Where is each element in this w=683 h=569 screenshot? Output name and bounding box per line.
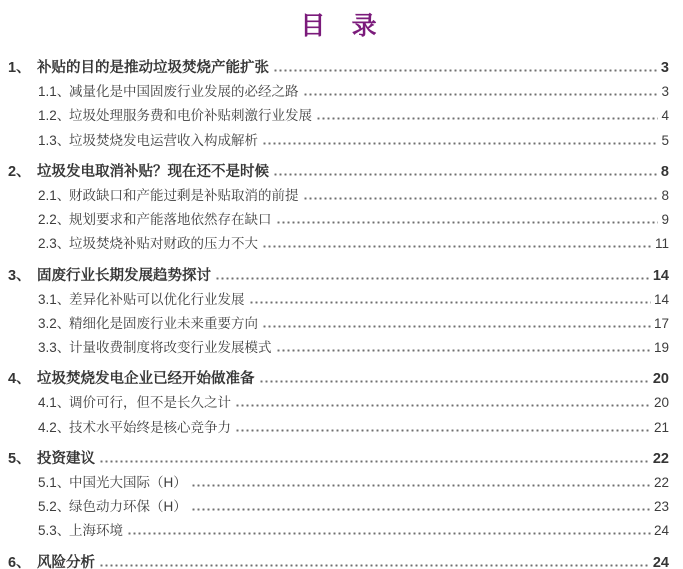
dot-leader [303, 188, 659, 200]
toc-entry-page: 24 [653, 523, 669, 539]
toc-entry[interactable] [8, 160, 669, 184]
toc-entry[interactable] [8, 208, 669, 232]
toc-entry-page: 8 [660, 163, 669, 180]
toc-entry-label: 垃圾焚烧补贴对财政的压力不大 [69, 236, 258, 252]
toc-entry[interactable] [8, 184, 669, 208]
dot-leader [235, 395, 651, 407]
toc-entry-label: 垃圾处理服务费和电价补贴刺激行业发展 [69, 108, 312, 124]
toc-entry-page: 14 [652, 267, 669, 284]
toc-entry-number: 3、 [8, 267, 31, 284]
toc-entry-number: 1.1、 [38, 84, 71, 100]
dot-leader [249, 292, 651, 304]
toc-entry[interactable] [8, 391, 669, 415]
toc-entry-number: 5、 [8, 450, 31, 467]
toc-entry-page: 21 [653, 419, 669, 435]
toc-entry-label: 垃圾发电取消补贴？现在还不是时候 [37, 163, 269, 180]
toc-entry-number: 2.3、 [38, 236, 71, 252]
dot-leader [215, 268, 650, 280]
toc-entry-page: 9 [661, 212, 669, 228]
toc-entry-page: 20 [653, 395, 669, 411]
toc-entry[interactable] [8, 312, 669, 336]
toc-entry-label: 精细化是固废行业未来重要方向 [69, 315, 258, 331]
toc-entry-page: 3 [660, 60, 669, 76]
toc-entry-page: 8 [661, 187, 669, 203]
toc-entry[interactable] [8, 56, 669, 80]
dot-leader [191, 499, 651, 511]
toc-entry[interactable] [8, 367, 669, 391]
dot-leader [99, 451, 650, 463]
toc-entry-label: 减量化是中国固废行业发展的必经之路 [69, 84, 299, 100]
dot-leader [262, 133, 658, 145]
page-title: 目 录 [300, 13, 387, 40]
dot-leader [316, 108, 658, 120]
toc-entry[interactable] [8, 495, 669, 519]
dot-leader [303, 84, 659, 96]
toc-entry[interactable] [8, 447, 669, 471]
toc-entry[interactable] [8, 264, 669, 288]
toc-entry[interactable] [8, 288, 669, 312]
dot-leader [235, 420, 651, 432]
toc-entry[interactable] [8, 336, 669, 360]
toc-entry-label: 上海环境 [69, 523, 123, 539]
dot-leader [99, 555, 650, 567]
toc-entry-label: 计量收费制度将改变行业发展模式 [69, 340, 272, 356]
dot-leader [127, 523, 651, 535]
toc-entry-number: 1.2、 [38, 108, 71, 124]
toc-entry-page: 24 [652, 554, 669, 569]
toc-list [8, 56, 669, 569]
toc-entry-label: 财政缺口和产能过剩是补贴取消的前提 [69, 187, 299, 203]
dot-leader [191, 475, 651, 487]
toc-entry-number: 4.1、 [38, 395, 71, 411]
toc-entry[interactable] [8, 129, 669, 153]
toc-entry-label: 规划要求和产能落地依然存在缺口 [69, 212, 272, 228]
toc-entry-page: 5 [661, 132, 669, 148]
toc-entry-label: 绿色动力环保（H） [69, 499, 187, 515]
toc-entry-page: 3 [661, 84, 669, 100]
toc-entry-number: 1.3、 [38, 132, 71, 148]
toc-entry[interactable] [8, 416, 669, 440]
toc-entry-label: 投资建议 [37, 450, 95, 467]
toc-entry-page: 17 [653, 315, 669, 331]
toc-entry-label: 垃圾焚烧发电企业已经开始做准备 [37, 371, 255, 388]
toc-entry[interactable] [8, 80, 669, 104]
toc-entry-page: 4 [661, 108, 669, 124]
dot-leader [276, 212, 659, 224]
toc-entry-number: 5.1、 [38, 475, 71, 490]
toc-entry-number: 6、 [8, 554, 31, 569]
toc-entry-number: 1、 [8, 60, 31, 76]
toc-entry-number: 3.1、 [38, 291, 71, 307]
toc-entry-label: 技术水平始终是核心竞争力 [69, 419, 231, 435]
toc-entry-label: 固废行业长期发展趋势探讨 [37, 267, 211, 284]
toc-entry-number: 2、 [8, 163, 31, 180]
dot-leader [262, 316, 651, 328]
toc-entry[interactable] [8, 232, 669, 256]
toc-entry-page: 22 [652, 450, 669, 467]
toc-entry-label: 垃圾焚烧发电运营收入构成解析 [69, 132, 258, 148]
toc-entry-label: 差异化补贴可以优化行业发展 [69, 291, 245, 307]
toc-entry-page: 23 [653, 499, 669, 515]
toc-entry[interactable] [8, 104, 669, 128]
toc-entry-number: 3.3、 [38, 340, 71, 356]
toc-entry-page: 20 [652, 371, 669, 388]
toc-entry-number: 4、 [8, 371, 31, 388]
toc-entry-number: 2.1、 [38, 187, 71, 203]
toc-entry-label: 中国光大国际（H） [69, 475, 187, 490]
toc-entry[interactable] [8, 551, 669, 569]
toc-entry-page: 11 [654, 236, 669, 252]
toc-entry-label: 调价可行，但不是长久之计 [69, 395, 231, 411]
dot-leader [276, 340, 651, 352]
toc-entry-page: 14 [653, 291, 669, 307]
toc-entry-number: 3.2、 [38, 315, 71, 331]
toc-entry-number: 2.2、 [38, 212, 71, 228]
toc-entry-page: 19 [653, 340, 669, 356]
dot-leader [262, 236, 652, 248]
toc-entry-number: 5.2、 [38, 499, 71, 515]
dot-leader [273, 164, 658, 176]
toc-entry[interactable] [8, 471, 669, 495]
dot-leader [273, 60, 658, 72]
toc-entry-number: 5.3、 [38, 523, 71, 539]
toc-entry-label: 补贴的目的是推动垃圾焚烧产能扩张 [37, 60, 269, 76]
toc-entry-page: 22 [653, 475, 669, 490]
toc-entry-number: 4.2、 [38, 419, 71, 435]
toc-entry[interactable] [8, 519, 669, 543]
dot-leader [259, 371, 650, 383]
toc-entry-label: 风险分析 [37, 554, 95, 569]
